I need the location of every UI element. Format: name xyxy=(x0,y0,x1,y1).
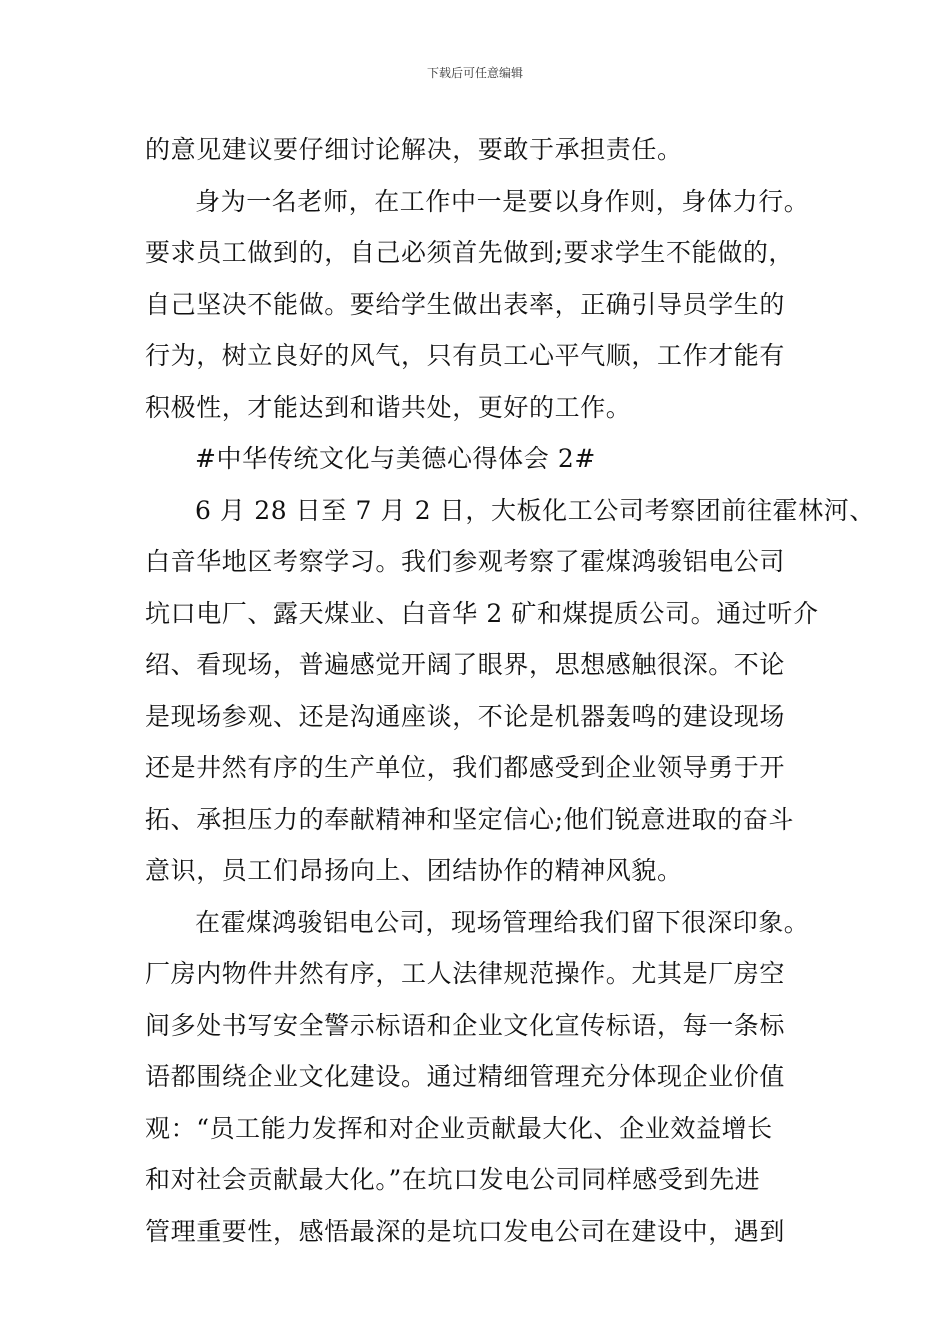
text-line: 积极性，才能达到和谐共处，更好的工作。 xyxy=(145,392,632,422)
text-line: 要求员工做到的，自己必须首先做到;要求学生不能做的， xyxy=(145,238,795,267)
text-line: 白音华地区考察学习。我们参观考察了霍煤鸿骏铝电公司 xyxy=(145,547,786,576)
text-line: 观：“员工能力发挥和对企业贡献最大化、企业效益增长 xyxy=(145,1113,773,1143)
paragraph-start-line: 6 月 28 日至 7 月 2 日，大板化工公司考察团前往霍林河、 xyxy=(195,495,875,525)
section-heading: #中华传统文化与美德心得体会 2# xyxy=(195,444,596,473)
text-line: 自己坚决不能做。要给学生做出表率，正确引导员学生的 xyxy=(145,289,786,319)
text-line: 是现场参观、还是沟通座谈，不论是机器轰鸣的建设现场 xyxy=(145,701,786,731)
document-body xyxy=(145,128,875,1261)
text-line: 行为，树立良好的风气，只有员工心平气顺，工作才能有 xyxy=(145,341,786,370)
text-line: 厂房内物件井然有序，工人法律规范操作。尤其是厂房空 xyxy=(145,959,786,988)
text-line: 间多处书写安全警示标语和企业文化宣传标语，每一条标 xyxy=(145,1010,786,1040)
paragraph-start-line: 身为一名老师，在工作中一是要以身作则，身体力行。 xyxy=(195,186,810,216)
text-line: 绍、看现场，普遍感觉开阔了眼界，思想感触很深。不论 xyxy=(145,650,786,679)
text-line: 坑口电厂、露天煤业、白音华 2 矿和煤提质公司。通过听介 xyxy=(145,598,819,628)
text-line: 还是井然有序的生产单位，我们都感受到企业领导勇于开 xyxy=(145,753,786,782)
text-line: 的意见建议要仔细讨论解决，要敢于承担责任。 xyxy=(145,135,683,164)
text-line: 语都围绕企业文化建设。通过精细管理充分体现企业价值 xyxy=(145,1062,786,1091)
text-line: 和对社会贡献最大化。”在坑口发电公司同样感受到先进 xyxy=(145,1165,761,1194)
text-line: 管理重要性，感悟最深的是坑口发电公司在建设中，遇到 xyxy=(145,1216,786,1246)
paragraph-start-line: 在霍煤鸿骏铝电公司，现场管理给我们留下很深印象。 xyxy=(195,907,810,937)
page-header: 下载后可任意编辑 xyxy=(426,66,523,80)
text-line: 拓、承担压力的奉献精神和坚定信心;他们锐意进取的奋斗 xyxy=(145,804,795,834)
text-line: 意识，员工们昂扬向上、团结协作的精神风貌。 xyxy=(145,856,683,885)
